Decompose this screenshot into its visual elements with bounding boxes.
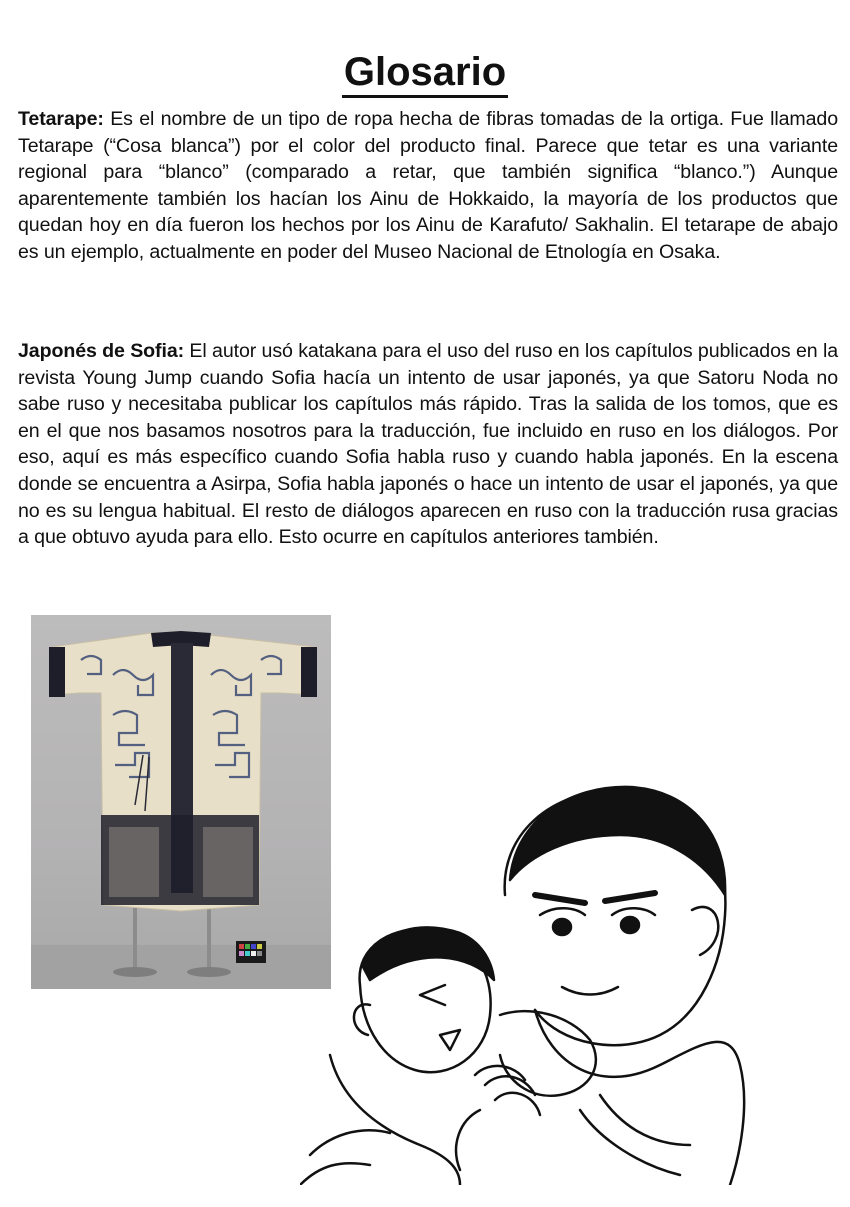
glossary-definition: Es el nombre de un tipo de ropa hecha de fibras tomadas de la ortiga. Fue llamado Tetarape (“Cosa blanca”) por el color del producto final. Parece que tetar es una variante regional para “blanco” (comparado a retar, que también significa “blanco.”) Aunque aparentemente también los hacían los Ainu de Hokkaido, la mayoría de los productos que quedan hoy en día fueron los hechos por los Ainu de Karafuto/ Sakhalin. El tetarape de abajo es un ejemplo, actualmente en poder del Museo Nacional de Etnología en Osaka. bbox=[18, 108, 838, 263]
manga-illustration bbox=[300, 765, 760, 1185]
tetarape-garment-photo bbox=[31, 615, 331, 989]
garment-illustration bbox=[31, 615, 331, 989]
page-title-container bbox=[0, 50, 850, 98]
glossary-entry-japones-de-sofia bbox=[18, 338, 838, 551]
page-title: Glosario bbox=[342, 50, 508, 98]
glossary-entry-tetarape bbox=[18, 106, 838, 266]
glossary-term: Japonés de Sofia: bbox=[18, 340, 185, 362]
glossary-term: Tetarape: bbox=[18, 108, 104, 130]
glossary-definition: El autor usó katakana para el uso del ruso en los capítulos publicados en la revista Young Jump cuando Sofia hacía un intento de usar japonés, ya que Satoru Noda no sabe ruso y necesitaba publicar los capítulos más rápido. Tras la salida de los tomos, que es en el que nos basamos nosotros para la traducción, fue incluido en ruso en los diálogos. Por eso, aquí es más específico cuando Sofia habla ruso y cuando habla japonés. En la escena donde se encuentra a Asirpa, Sofia habla japonés o hace un intento de usar el japonés, ya que no es su lengua habitual. El resto de diálogos aparecen en ruso con la traducción rusa gracias a que obtuvo ayuda para ello. Esto ocurre en capítulos anteriores también. bbox=[18, 340, 838, 549]
manga-drawing-sofia-and-asirpa bbox=[300, 765, 760, 1185]
